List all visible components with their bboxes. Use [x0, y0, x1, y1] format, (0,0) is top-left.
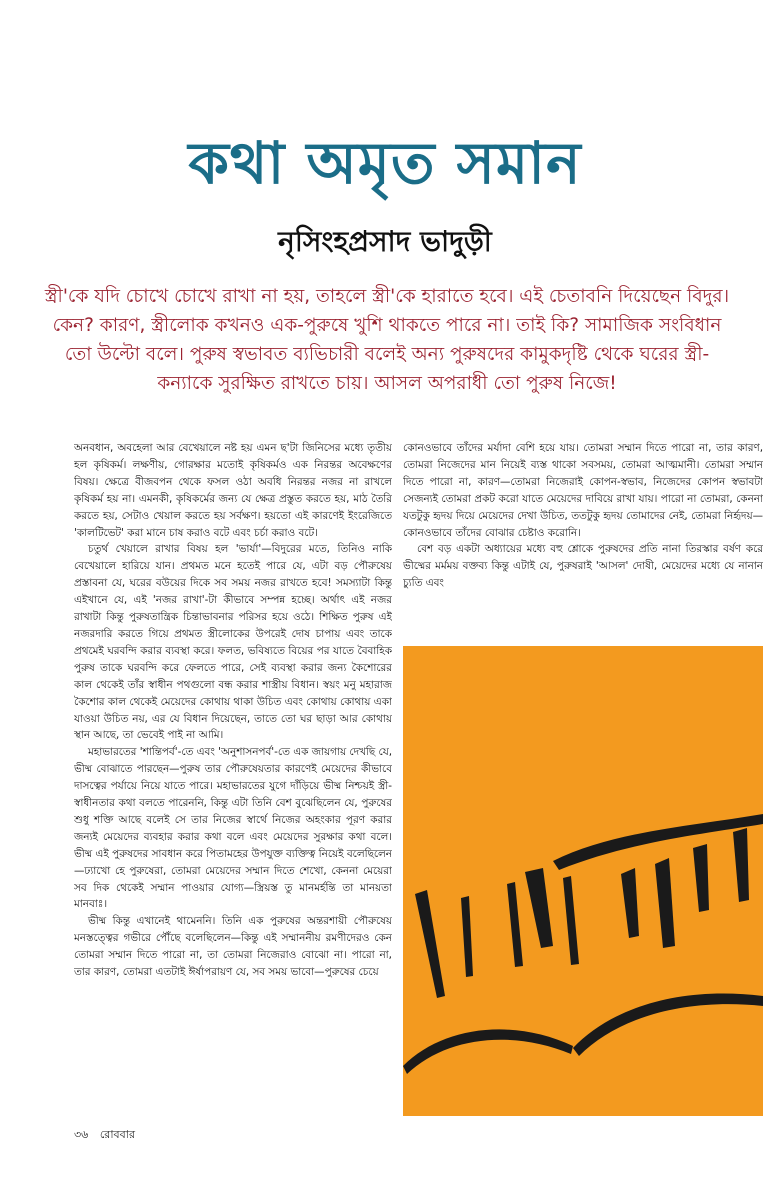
body-paragraph: বেশ বড় একটা অধ্যায়ের মধ্যে বহু শ্লোকে পুরুষদের প্রতি নানা তিরস্কার বর্ষণ করে ভীষ্মের মর্মময় বক্তব্য কিন্তু এটাই যে, পুরুষরাই 'আসল' দোষী, মেয়েদের মধ্যে যে নানান চ্যুতি এবং: [403, 543, 763, 590]
page-footer: [74, 1128, 143, 1142]
body-paragraph: ভীষ্ম কিন্তু এখানেই থামেননি। তিনি এক পুরুষের অন্তরশায়ী পৌরুষেয় মনস্তত্ত্বের গভীরে পৌঁছে বলেছিলেন—কিন্তু এই সম্মাননীয় রমণীদেরও কেন তোমরা সম্মান দিতে পারো না, তা তোমরা নিজেরাও বোঝো না। পারো না, তার কারণ, তোমরা এতটাই ঈর্ষাপরায়ণ যে, সব সময় ভাবো—পুরুষের চেয়ে: [74, 915, 392, 979]
left-column: [74, 440, 392, 1120]
body-paragraph: কোনওভাবে তাঁদের মর্যাদা বেশি হয়ে যায়। তোমরা সম্মান দিতে পারো না, তার কারণ, তোমরা নিজেদের মান নিয়েই ব্যস্ত থাকো সবসময়, তোমরা আত্মমানী। তোমরা সম্মান দিতে পারো না, কারণ—তোমরা নিজেরাই কোপন-স্বভাব, নিজেদের কোপন স্বভাবটা সেজন্যই তোমরা প্রকট করো যাতে মেয়েদের দাবিয়ে রাখা যায়। পারো না তোমরা, কেননা যতটুকু হৃদয় দিয়ে মেয়েদের দেখা উচিত, ততটুকু হৃদয় তোমাদের নেই, তোমরা নির্হৃদয়—কোনওভাবে তাঁদের বোঝার চেষ্টাও করোনি।: [403, 442, 763, 539]
body-paragraph: চতুর্থ খেয়ালে রাখার বিষয় হল 'ভার্যা'—বিদুরের মতে, তিনিও নাকি বেখেয়ালে হারিয়ে যান। প্রথমত মনে হতেই পারে যে, এটা বড় পৌরুষেয় প্রস্তাবনা যে, ঘরের বউয়ের দিকে সব সময় নজর রাখতে হবে! সমস্যাটা কিন্তু এইখানে যে, এই 'নজর রাখা'-টা কীভাবে সম্পন্ন হচ্ছে। অর্থাৎ এই নজর রাখাটা কিন্তু পুরুষতান্ত্রিক চিন্তাভাবনার পরিসর হয়ে ওঠে। শিক্ষিত পুরুষ এই নজরদারি করতে গিয়ে প্রথমত স্ত্রীলোকের উপরেই দোষ চাপায় এবং তাকে প্রথমেই ঘরবন্দি করার ব্যবস্থা করে। ফলত, ভবিষ্যতে বিয়ের পর যাতে বৈবাহিক পুরুষ তাকে ঘরবন্দি করে ফেলতে পারে, সেই ব্যবস্থা করার জন্য কৈশোরের কাল থেকেই তাঁর স্বাধীন পথগুলো বন্ধ করার শাস্ত্রীয় বিধান। স্বয়ং মনু মহারাজ কৈশোর কাল থেকেই মেয়েদের কোথায় থাকা উচিত এবং কোথায় কোথায় একা যাওয়া উচিত নয়, এর যে বিধান দিয়েছেন, তাতে তো ঘর ছাড়া আর কোথায় স্থান আছে, তা ভেবেই পাই না আমি।: [74, 543, 392, 742]
magazine-name: রোববার: [99, 1128, 136, 1141]
article-title: কথা অমৃত সমান: [188, 129, 582, 197]
right-column: [403, 440, 763, 640]
body-paragraph: মহাভারতের 'শান্তিপর্ব'-তে এবং 'অনুশাসনপর্ব'-তে এক জায়গায় দেখছি যে, ভীষ্ম বোঝাতে পারছেন—পুরুষ তার পৌরুষেয়তার কারণেই মেয়েদের কীভাবে দাসত্বের পর্যায়ে নিয়ে যাতে পারে। মহাভারতের যুগে দাঁড়িয়ে ভীষ্ম নিশ্চয়ই স্ত্রী-স্বাধীনতার কথা বলতে পারেননি, কিন্তু এটা তিনি বেশ বুঝেছিলেন যে, পুরুষের শুধু শক্তি আছে বলেই সে তার নিজের স্বার্থে নিজের অহংকার পূরণ করার জন্যই মেয়েদের ব্যবহার করার কথা বলে এবং মেয়েদের সুরক্ষার কথা বলে। ভীষ্ম এই পুরুষদের সাবধান করে পিতামহের উপযুক্ত ব্যক্তিত্ব নিয়েই বলেছিলেন—ঢ্যাখো হে পুরুষেরা, তোমরা মেয়েদের সম্মান দিতে শেখো, কেননা মেয়েরা সব দিক থেকেই সম্মান পাওয়ার যোগ্য—স্ত্রিয়স্ত তু মানমর্হন্তি তা মানয়তা মানবাঃ।: [74, 746, 392, 911]
brush-illustration: [403, 646, 763, 1116]
page-number: ৩৬: [74, 1128, 89, 1141]
author-name: নৃসিংহপ্রসাদ ভাদুড়ী: [278, 225, 492, 258]
intro-paragraph: স্ত্রী'কে যদি চোখে চোখে রাখা না হয়, তাহলে স্ত্রী'কে হারাতে হবে। এই চেতাবনি দিয়েছেন বিদুর। কেন? কারণ, স্ত্রীলোক কখনও এক-পুরুষে খুশি থাকতে পারে না। তাই কি? সামাজিক সংবিধান তো উল্টো বলে। পুরুষ স্বভাবত ব্যভিচারী বলেই অন্য পুরুষদের কামুকদৃষ্টি থেকে ঘরের স্ত্রী-কন্যাকে সুরক্ষিত রাখতে চায়। আসল অপরাধী তো পুরুষ নিজে!: [44, 286, 730, 394]
body-paragraph: অনবধান, অবহেলা আর বেখেয়ালে নষ্ট হয় এমন ছ'টা জিনিসের মধ্যে তৃতীয় হল কৃষিকর্ম। লক্ষণীয়, গোরক্ষার মতোই কৃষিকর্মও এক নিরন্তর অবেক্ষণের বিষয়। ক্ষেত্রে বীজবপন থেকে ফসল ওঠা অবধি নিরন্তর নজর না রাখলে কৃষিকর্ম হয় না। এমনকী, কৃষিকর্মের জন্য যে ক্ষেত্র প্রস্তুত করতে হয়, মাঠ তৈরি করতে হয়, সেটাও খেয়াল করতে হয় সর্বক্ষণ। হয়তো এই কারণেই ইংরেজিতে 'কালটিভেট' করা মানে চাষ করাও বটে এবং চর্চা করাও বটে।: [74, 442, 392, 539]
